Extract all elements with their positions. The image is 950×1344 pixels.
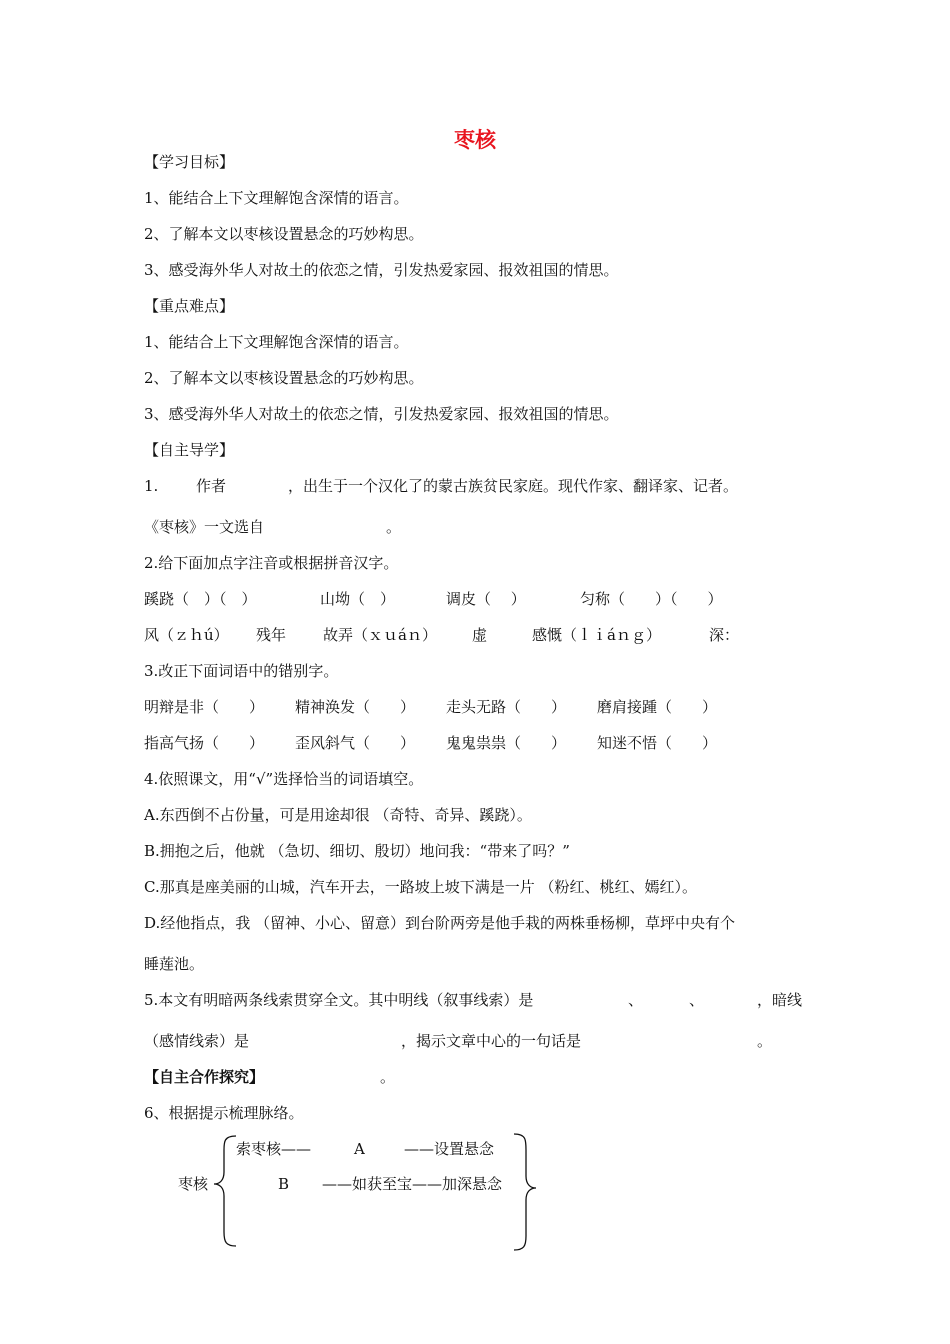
q2-word-8: 虚 — [472, 626, 488, 644]
q4-option-d-line1: D.经他指点，我 （留神、小心、留意）到台阶两旁是他手栽的两株垂杨柳，草坪中央有个 — [144, 914, 736, 932]
diagram-row1-blank-a: A — [354, 1140, 365, 1158]
q3-word-2: 精神涣发（ ） — [295, 698, 416, 716]
right-brace-icon — [514, 1134, 536, 1250]
q2-word-5: 风（ｚｈú） — [144, 626, 229, 644]
q5-separator-1: 、 — [628, 991, 644, 1009]
cooperate-dot: 。 — [380, 1068, 396, 1086]
q2-word-2: 山坳（ ） — [320, 590, 396, 608]
diagram-row1-result: ——设置悬念 — [404, 1140, 495, 1158]
q5-line2-end: 。 — [757, 1032, 773, 1050]
q5-dark-line-label: ，暗线 — [757, 991, 803, 1009]
goal-item-2: 2、了解本文以枣核设置悬念的巧妙构思。 — [144, 225, 424, 243]
q3-word-8: 知迷不悟（ ） — [597, 734, 718, 752]
q2-word-10: 深： — [709, 626, 740, 644]
q3-word-7: 鬼鬼祟祟（ ） — [446, 734, 567, 752]
q3-word-1: 明辩是非（ ） — [144, 698, 265, 716]
q3-word-6: 歪风斜气（ ） — [295, 734, 416, 752]
q2-prompt: 2.给下面加点字注音或根据拼音汉字。 — [144, 554, 399, 572]
q2-word-1: 蹊跷（ ）（ ） — [144, 590, 257, 608]
key-point-item-1: 1、能结合上下文理解饱含深情的语言。 — [144, 333, 409, 351]
q3-prompt: 3.改正下面词语中的错别字。 — [144, 662, 339, 680]
q4-option-a: A.东西倒不占份量，可是用途却很 （奇特、奇异、蹊跷）。 — [144, 806, 532, 824]
q2-word-6: 残年 — [256, 626, 287, 644]
left-brace-icon — [214, 1136, 236, 1246]
goal-item-3: 3、感受海外华人对故土的依恋之情，引发热爱家园、报效祖国的情思。 — [144, 261, 619, 279]
diagram-root: 枣核 — [178, 1175, 209, 1193]
q3-word-3: 走头无路（ ） — [446, 698, 567, 716]
q5-line2-label: （感情线索）是 — [144, 1032, 250, 1050]
q1-source-end: 。 — [386, 518, 402, 536]
q3-word-5: 指高气扬（ ） — [144, 734, 265, 752]
diagram-row1-label: 索枣核—— — [236, 1140, 312, 1158]
q1-number: 1. — [144, 477, 159, 495]
q3-word-4: 磨肩接踵（ ） — [597, 698, 718, 716]
q4-option-c: C.那真是座美丽的山城，汽车开去，一路坡上坡下满是一片 （粉红、桃红、嫣红）。 — [144, 878, 697, 896]
key-point-item-3: 3、感受海外华人对故土的依恋之情，引发热爱家园、报效祖国的情思。 — [144, 405, 619, 423]
q2-word-4: 匀称（ ）（ ） — [580, 590, 723, 608]
q1-source-label: 《枣核》一文选自 — [144, 518, 265, 536]
page-title: 枣核 — [454, 128, 496, 152]
q2-word-7: 故弄（ｘｕáｎ） — [323, 626, 437, 644]
q2-word-3: 调皮（ ） — [446, 590, 526, 608]
diagram-row2-blank-b: B — [278, 1175, 290, 1193]
goals-heading: 【学习目标】 — [144, 153, 235, 171]
q4-option-b: B.拥抱之后，他就 （急切、细切、殷切）地问我：“带来了吗？” — [144, 842, 570, 860]
q4-prompt: 4.依照课文，用“√”选择恰当的词语填空。 — [144, 770, 424, 788]
q1-author-label: 作者 — [196, 477, 227, 495]
q5-line2-center: ，揭示文章中心的一句话是 — [401, 1032, 582, 1050]
q5-separator-2: 、 — [689, 991, 705, 1009]
diagram-row2-result: ——如获至宝——加深悬念 — [322, 1175, 503, 1193]
q1-description: ，出生于一个汉化了的蒙古族贫民家庭。现代作家、翻译家、记者。 — [288, 477, 739, 495]
goal-item-1: 1、能结合上下文理解饱含深情的语言。 — [144, 189, 409, 207]
q5-line1: 5.本文有明暗两条线索贯穿全文。其中明线（叙事线索）是 — [144, 991, 534, 1009]
key-points-heading: 【重点难点】 — [144, 297, 235, 315]
q2-word-9: 感慨（ｌｉáｎｇ） — [532, 626, 661, 644]
key-point-item-2: 2、了解本文以枣核设置悬念的巧妙构思。 — [144, 369, 424, 387]
q6-prompt: 6、根据提示梳理脉络。 — [144, 1104, 304, 1122]
self-study-heading: 【自主导学】 — [144, 441, 235, 459]
cooperate-heading: 【自主合作探究】 — [144, 1068, 265, 1086]
q4-option-d-line2: 睡莲池。 — [144, 955, 205, 973]
